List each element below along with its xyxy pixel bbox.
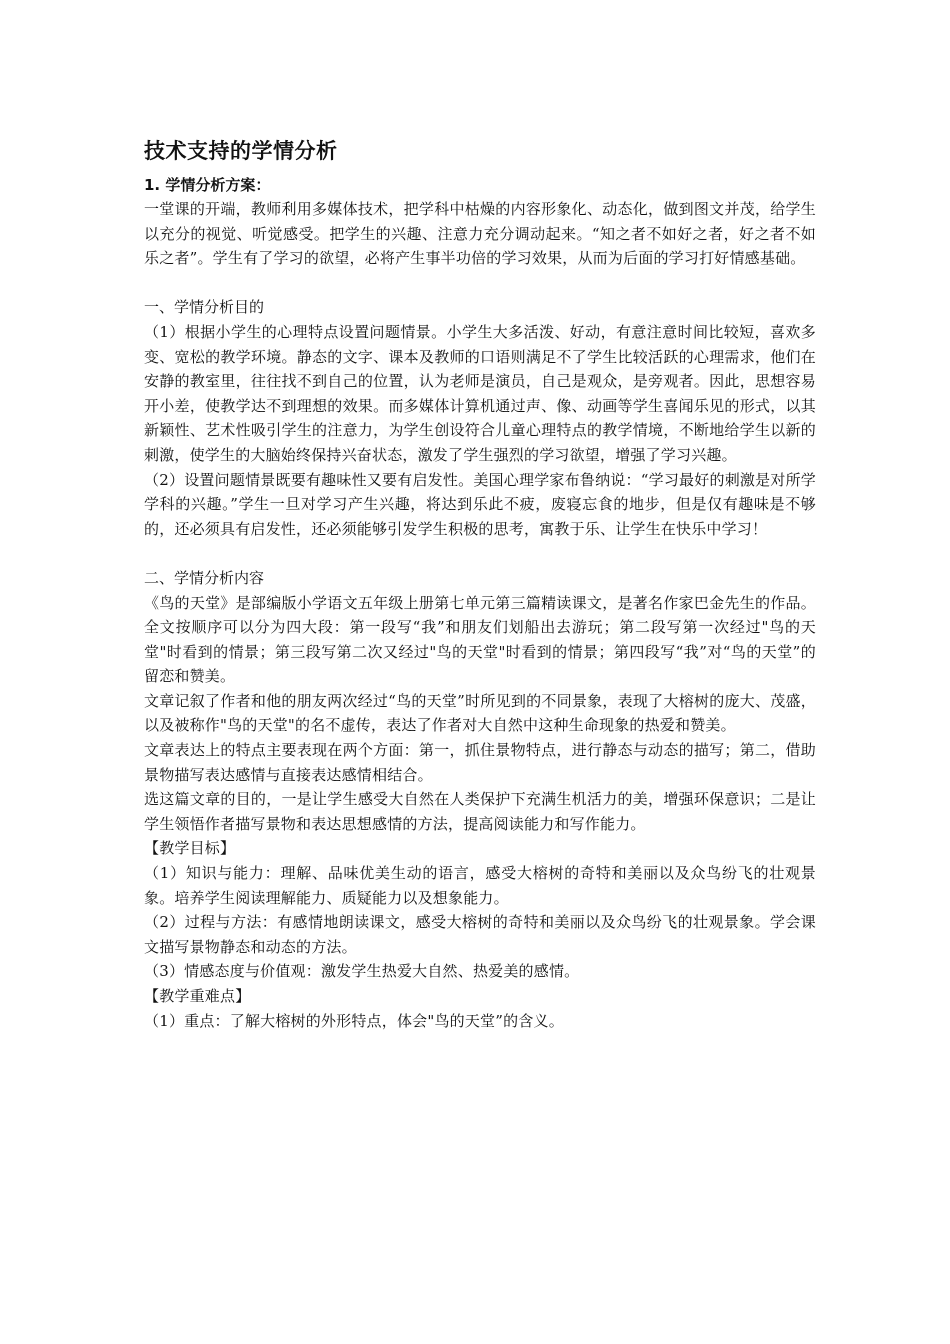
content-heading: 二、学情分析内容 xyxy=(144,568,265,587)
purpose-paragraph-2: （2）设置问题情景既要有趣味性又要有启发性。美国心理学家布鲁纳说：“学习最好的刺激是对所学学科的兴趣。”学生一旦对学习产生兴趣，将达到乐此不疲，废寝忘食的地步，但是仅有趣味是不够的，还必须具有启发性，还必须能够引发学生积极的思考，寓教于乐、让学生在快乐中学习！ xyxy=(144,470,816,538)
teaching-goal-2: （2）过程与方法：有感情地朗读课文，感受大榕树的奇特和美丽以及众鸟纷飞的壮观景象。学会课文描写景物静态和动态的方法。 xyxy=(144,913,816,956)
purpose-heading: 一、学情分析目的 xyxy=(144,298,265,317)
section-1-intro: 一堂课的开端，教师利用多媒体技术，把学科中枯燥的内容形象化、动态化，做到图文并茂，给学生以充分的视觉、听觉感受。把学生的兴趣、注意力充分调动起来。“知之者不如好之者，好之者不如乐之者”。学生有了学习的欲望，必将产生事半功倍的学习效果，从而为后面的学习打好情感基础。 xyxy=(144,200,816,268)
blank-line xyxy=(144,541,816,566)
purpose-paragraph-1: （1）根据小学生的心理特点设置问题情景。小学生大多活泼、好动，有意注意时间比较短，喜欢多变、宽松的教学环境。静态的文字、课本及教师的口语则满足不了学生比较活跃的心理需求，他们在安静的教室里，往往找不到自己的位置，认为老师是演员，自己是观众，是旁观者。因此，思想容易开小差，使教学达不到理想的效果。而多媒体计算机通过声、像、动画等学生喜闻乐见的形式，以其新颖性、艺术性吸引学生的注意力，为学生创设符合儿童心理特点的教学情境，不断地给学生以新的刺激，使学生的大脑始终保持兴奋状态，激发了学生强烈的学习欲望，增强了学习兴趣。 xyxy=(144,322,816,464)
content-paragraph-1: 《鸟的天堂》是部编版小学语文五年级上册第七单元第三篇精读课文，是著名作家巴金先生的作品。全文按顺序可以分为四大段：第一段写“我”和朋友们划船出去游玩；第二段写第一次经过"鸟的天堂"时看到的情景；第三段写第二次又经过"鸟的天堂"时看到的情景；第四段写“我”对“鸟的天堂”的留恋和赞美。 xyxy=(144,593,816,686)
teaching-goal-3: （3）情感态度与价值观：激发学生热爱大自然、热爱美的感情。 xyxy=(144,962,580,981)
teaching-goal-1: （1）知识与能力：理解、品味优美生动的语言，感受大榕树的奇特和美丽以及众鸟纷飞的壮观景象。培养学生阅读理解能力、质疑能力以及想象能力。 xyxy=(144,864,816,907)
blank-line xyxy=(144,271,816,296)
document-page xyxy=(144,135,816,1033)
content-paragraph-3: 文章表达上的特点主要表现在两个方面：第一，抓住景物特点，进行静态与动态的描写；第二，借助景物描写表达感情与直接表达感情相结合。 xyxy=(144,741,816,784)
content-paragraph-2: 文章记叙了作者和他的朋友两次经过“鸟的天堂”时所见到的不同景象，表现了大榕树的庞大、茂盛，以及被称作"鸟的天堂"的名不虚传，表达了作者对大自然中这种生命现象的热爱和赞美。 xyxy=(144,691,816,735)
content-paragraph-4: 选这篇文章的目的，一是让学生感受大自然在人类保护下充满生机活力的美，增强环保意识；二是让学生领悟作者描写景物和表达思想感情的方法，提高阅读能力和写作能力。 xyxy=(144,790,816,833)
key-points-heading: 【教学重难点】 xyxy=(144,987,251,1005)
teaching-goals-heading: 【教学目标】 xyxy=(144,839,236,858)
document-title: 技术支持的学情分析 xyxy=(144,139,338,163)
key-point-1: （1）重点：了解大榕树的外形特点，体会"鸟的天堂”的含义。 xyxy=(144,1011,564,1030)
section-1-heading: 1. 学情分析方案： xyxy=(144,176,271,194)
